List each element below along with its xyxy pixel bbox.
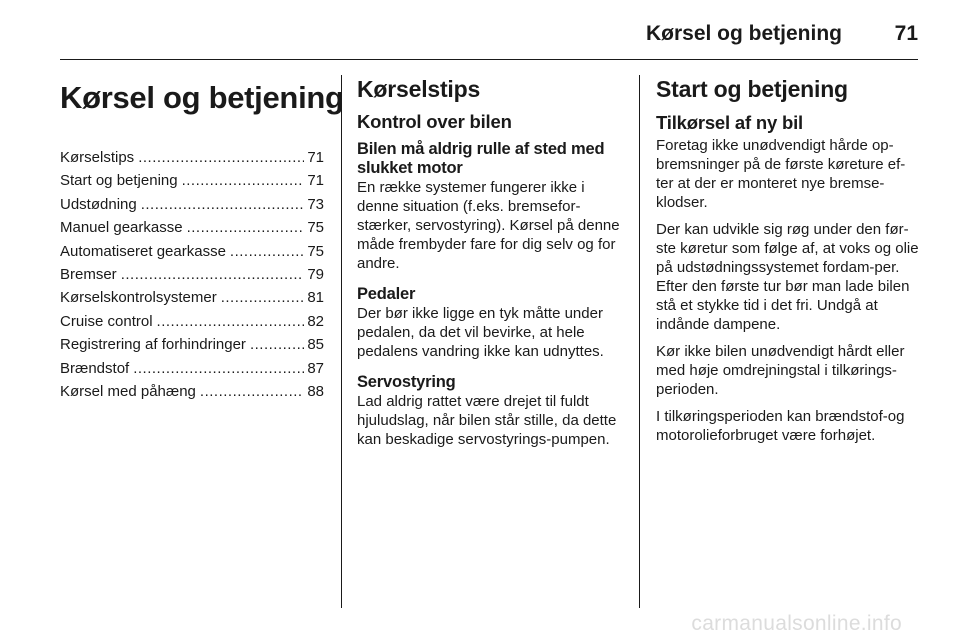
- paragraph: Der kan udvikle sig røg under den før-ste køretur som følge af, at voks og olie på udstødningssystemet fordam-per. Efter den første tur bør man lade bilen stå et stykke tid i det fri. Undgå at indånde dampene.: [656, 221, 919, 333]
- toc-entry-label: Kørselstips: [60, 149, 135, 166]
- toc-leader-dots: [230, 242, 304, 261]
- toc-entry[interactable]: [60, 148, 324, 171]
- toc-entry-page: 75: [307, 219, 324, 237]
- tip-section: [357, 140, 621, 273]
- toc-column: [60, 75, 344, 405]
- start-operation-column: [656, 75, 922, 453]
- toc-entry-label: Kørselskontrolsystemer: [60, 289, 217, 307]
- tip-heading: Bilen må aldrig rulle af sted med slukket motor: [357, 140, 605, 177]
- toc-entry-page: 75: [307, 242, 324, 260]
- tip-text: Der bør ikke ligge en tyk måtte under pedalen, da det vil bevirke, at hele pedalens vandring ikke kan udnyttes.: [357, 305, 604, 360]
- toc-leader-dots: [157, 312, 305, 331]
- tip-section: [357, 285, 621, 361]
- section-title: Kørselstips: [357, 76, 481, 102]
- header-rule: [60, 59, 918, 60]
- watermark: carmanualsonline.info: [691, 612, 902, 635]
- tip-section: [357, 373, 621, 449]
- toc-entry[interactable]: [60, 242, 324, 265]
- toc-entry-page: 87: [307, 359, 324, 377]
- paragraph: Foretag ikke unødvendigt hårde op-bremsninger på de første køreture ef-ter at der er monteret nye bremse-klodser.: [656, 137, 906, 211]
- toc-entry[interactable]: [60, 312, 324, 335]
- toc-entry[interactable]: [60, 382, 324, 405]
- toc-entry[interactable]: [60, 195, 324, 218]
- column-divider-2: [639, 75, 640, 608]
- toc-leader-dots: [121, 265, 305, 284]
- toc-entry-label: Manuel gearkasse: [60, 219, 183, 237]
- tip-heading: Servostyring: [357, 373, 456, 391]
- tip-heading: Pedaler: [357, 285, 416, 303]
- toc-leader-dots: [141, 195, 305, 214]
- driving-tips-column: [357, 75, 621, 461]
- toc-entry-label: Cruise control: [60, 312, 153, 330]
- toc-entry-page: 79: [307, 265, 324, 283]
- toc-leader-dots: [187, 218, 305, 237]
- toc-entry[interactable]: [60, 265, 324, 288]
- toc-entry-page: 88: [307, 382, 324, 400]
- toc-entry-label: Udstødning: [60, 195, 137, 213]
- toc-leader-dots: [200, 382, 304, 401]
- toc-entry-page: 81: [307, 289, 324, 307]
- subsection-title: Kontrol over bilen: [357, 111, 512, 132]
- tip-text: Lad aldrig rattet være drejet til fuldt hjuludslag, når bilen står stille, da dette kan beskadige servostyrings-pumpen.: [357, 393, 617, 448]
- toc-entry[interactable]: [60, 171, 324, 194]
- paragraph: I tilkøringsperioden kan brændstof-og motorolieforbruget være forhøjet.: [656, 408, 905, 444]
- toc-list: [60, 148, 324, 405]
- toc-entry-label: Kørsel med påhæng: [60, 382, 196, 400]
- section-title: Start og betjening: [656, 76, 848, 102]
- column-divider-1: [341, 75, 342, 608]
- tip-text: En række systemer fungerer ikke i denne situation (f.eks. bremsefor-stærker, servostyring). Kørsel på denne måde frembyder fare for dig selv og for andre.: [357, 179, 620, 272]
- toc-entry-page: 71: [307, 172, 324, 190]
- paragraph: Kør ikke bilen unødvendigt hårdt eller med høje omdrejningstal i tilkørings-perioden.: [656, 343, 905, 398]
- subsection-title: Tilkørsel af ny bil: [656, 112, 803, 133]
- toc-entry-page: 71: [307, 149, 324, 166]
- toc-leader-dots: [250, 335, 304, 354]
- toc-entry-page: 82: [307, 312, 324, 330]
- toc-leader-dots: [182, 171, 305, 190]
- toc-leader-dots: [221, 288, 305, 307]
- toc-entry[interactable]: [60, 288, 324, 311]
- running-header: [60, 16, 918, 52]
- toc-entry[interactable]: [60, 218, 324, 241]
- page-number: 71: [894, 22, 918, 45]
- toc-entry[interactable]: [60, 335, 324, 358]
- toc-entry[interactable]: [60, 359, 324, 382]
- toc-entry-page: 85: [307, 336, 324, 354]
- toc-entry-label: Start og betjening: [60, 172, 178, 190]
- toc-entry-label: Bremser: [60, 265, 117, 283]
- running-header-title: Kørsel og betjening: [645, 22, 842, 45]
- toc-entry-label: Brændstof: [60, 359, 130, 377]
- toc-leader-dots: [138, 148, 304, 167]
- toc-entry-label: Automatiseret gearkasse: [60, 242, 226, 260]
- toc-entry-page: 73: [307, 195, 324, 213]
- chapter-title: Kørsel og betjening: [60, 80, 344, 115]
- toc-entry-label: Registrering af forhindringer: [60, 336, 246, 354]
- toc-leader-dots: [133, 359, 304, 378]
